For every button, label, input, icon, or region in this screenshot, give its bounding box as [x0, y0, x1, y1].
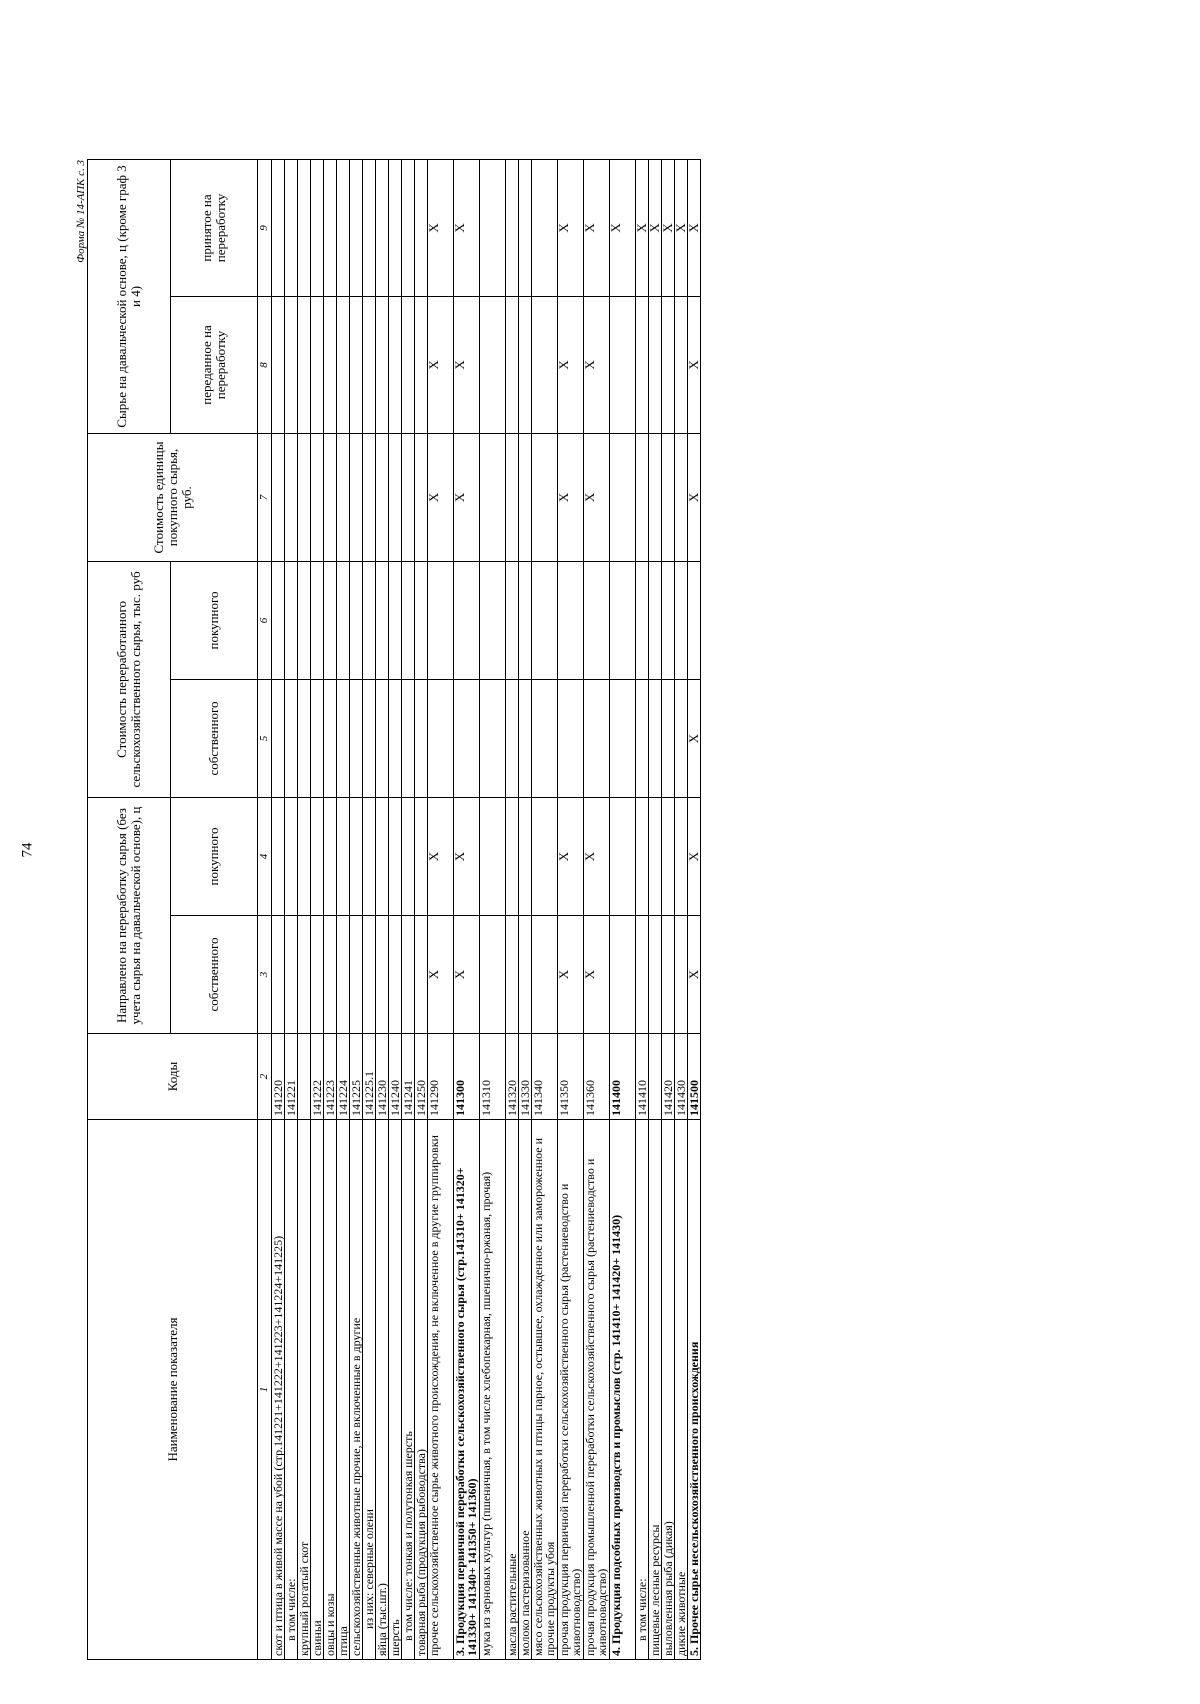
- row-cell: [350, 916, 363, 1034]
- table-row: [610, 159, 636, 1659]
- row-cell: [402, 296, 415, 433]
- row-cell: [272, 561, 285, 679]
- row-cell: [610, 296, 636, 433]
- column-number: 2: [258, 1034, 272, 1120]
- row-cell: [480, 433, 506, 561]
- row-name: выловленная рыба (дикая): [662, 1120, 675, 1660]
- row-code: 141360: [584, 1034, 610, 1120]
- row-name: в том числе:: [285, 1120, 298, 1660]
- row-cell: [649, 797, 662, 915]
- rotated-form: [75, 160, 1125, 1660]
- table-body: [258, 159, 701, 1659]
- row-cell: [610, 561, 636, 679]
- row-cell: [415, 679, 428, 797]
- header-purchased: покупного: [171, 797, 258, 915]
- row-cell: [662, 296, 675, 433]
- table-row: [363, 159, 376, 1659]
- row-cell: [506, 296, 519, 433]
- row-name: в том числе:: [636, 1120, 649, 1660]
- row-cell: [532, 433, 558, 561]
- row-name: в том числе: тонкая и полутонкая шерсть: [402, 1120, 415, 1660]
- row-name: товарная рыба (продукция рыбоводства): [415, 1120, 428, 1660]
- row-cell: [389, 159, 402, 296]
- row-cell: X: [558, 797, 584, 915]
- row-cell: [649, 296, 662, 433]
- row-cell: [337, 561, 350, 679]
- row-cell: [636, 296, 649, 433]
- row-code: 141300: [454, 1034, 480, 1120]
- table-row: [480, 159, 506, 1659]
- row-cell: [610, 679, 636, 797]
- row-code: 141240: [389, 1034, 402, 1120]
- table-row: [688, 159, 701, 1659]
- column-number: 4: [258, 797, 272, 915]
- row-cell: [311, 159, 324, 296]
- row-cell: [662, 916, 675, 1034]
- row-code: 141221: [285, 1034, 298, 1120]
- row-code: 141430: [675, 1034, 688, 1120]
- row-cell: [272, 916, 285, 1034]
- row-cell: X: [428, 433, 454, 561]
- row-cell: [675, 561, 688, 679]
- row-code: 141340: [532, 1034, 558, 1120]
- row-cell: [506, 561, 519, 679]
- row-cell: [662, 797, 675, 915]
- row-cell: [532, 561, 558, 679]
- row-cell: [311, 296, 324, 433]
- row-cell: [311, 561, 324, 679]
- table-row: [454, 159, 480, 1659]
- row-cell: [584, 679, 610, 797]
- row-cell: [402, 159, 415, 296]
- row-name: птица: [337, 1120, 350, 1660]
- row-name: сельскохозяйственные животные прочие, не включенные в другие: [350, 1120, 363, 1660]
- row-cell: [636, 916, 649, 1034]
- row-cell: [350, 797, 363, 915]
- row-cell: [324, 679, 337, 797]
- row-cell: [389, 679, 402, 797]
- row-cell: [376, 797, 389, 915]
- row-cell: X: [584, 433, 610, 561]
- row-code: 141290: [428, 1034, 454, 1120]
- row-cell: X: [610, 159, 636, 296]
- header-accepted: принятое на переработку: [171, 159, 258, 296]
- table-row: [675, 159, 688, 1659]
- row-cell: [519, 159, 532, 296]
- row-cell: [402, 797, 415, 915]
- row-cell: X: [428, 916, 454, 1034]
- column-number: 5: [258, 679, 272, 797]
- row-cell: [272, 159, 285, 296]
- row-cell: [506, 159, 519, 296]
- row-code: 141310: [480, 1034, 506, 1120]
- row-cell: [506, 679, 519, 797]
- row-cell: X: [662, 159, 675, 296]
- row-cell: [519, 433, 532, 561]
- row-cell: [363, 561, 376, 679]
- header-tolling: Сырье на давальческой основе, ц (кроме граф 3 и 4): [88, 159, 171, 433]
- row-cell: [480, 797, 506, 915]
- row-cell: [480, 296, 506, 433]
- row-name: 5. Прочее сырье несельскохозяйственного происхождения: [688, 1120, 701, 1660]
- row-cell: [298, 797, 311, 915]
- row-cell: [272, 296, 285, 433]
- row-cell: [363, 159, 376, 296]
- row-code: 141400: [610, 1034, 636, 1120]
- column-number: 7: [258, 433, 272, 561]
- row-cell: [610, 916, 636, 1034]
- table-row: [376, 159, 389, 1659]
- row-cell: [532, 916, 558, 1034]
- row-cell: X: [428, 797, 454, 915]
- row-code: 141350: [558, 1034, 584, 1120]
- row-name: молоко пастеризованное: [519, 1120, 532, 1660]
- row-name: скот и птица в живой массе на убой (стр.141221+141222+141223+141224+141225): [272, 1120, 285, 1660]
- row-cell: [506, 433, 519, 561]
- row-cell: [337, 679, 350, 797]
- row-name: мука из зерновых культур (пшеничная, в том числе хлебопекарная, пшенично-ржаная, прочая): [480, 1120, 506, 1660]
- row-cell: [428, 679, 454, 797]
- row-cell: [519, 679, 532, 797]
- table-row: [285, 159, 298, 1659]
- row-cell: [285, 797, 298, 915]
- row-name: из них: северные олени: [363, 1120, 376, 1660]
- row-cell: [519, 561, 532, 679]
- report-table: [87, 159, 701, 1660]
- table-row: [389, 159, 402, 1659]
- row-cell: [389, 561, 402, 679]
- row-name: овцы и козы: [324, 1120, 337, 1660]
- row-cell: [480, 679, 506, 797]
- column-number: 6: [258, 561, 272, 679]
- row-cell: [285, 159, 298, 296]
- header-transferred: переданное на переработку: [171, 296, 258, 433]
- table-row: [298, 159, 311, 1659]
- row-name: мясо сельскохозяйственных животных и птицы парное, остывшее, охлажденное или замороженное и прочие продукты убоя: [532, 1120, 558, 1660]
- row-cell: [376, 561, 389, 679]
- row-name: 3. Продукция первичной переработки сельскохозяйственного сырья (стр.141310+ 141320+ 141330+ 141340+ 141350+ 141360): [454, 1120, 480, 1660]
- row-name: прочая продукция промышленной переработки сельскохозяйственного сырья (растениеводство и животноводство): [584, 1120, 610, 1660]
- column-number: 9: [258, 159, 272, 296]
- row-cell: [324, 797, 337, 915]
- row-cell: [662, 561, 675, 679]
- row-cell: [558, 561, 584, 679]
- row-cell: [363, 433, 376, 561]
- row-code: 141500: [688, 1034, 701, 1120]
- header-unit-cost: Стоимость единицы покупного сырья, руб.: [88, 433, 258, 561]
- row-cell: X: [584, 159, 610, 296]
- row-cell: [636, 561, 649, 679]
- row-cell: [350, 561, 363, 679]
- row-cell: X: [428, 159, 454, 296]
- row-name: яйца (тыс.шт.): [376, 1120, 389, 1660]
- row-code: 141224: [337, 1034, 350, 1120]
- row-cell: [454, 561, 480, 679]
- column-number: 1: [258, 1120, 272, 1660]
- row-cell: X: [636, 159, 649, 296]
- row-cell: [610, 797, 636, 915]
- table-row: [402, 159, 415, 1659]
- row-cell: [324, 296, 337, 433]
- row-cell: [480, 916, 506, 1034]
- row-cell: X: [558, 433, 584, 561]
- row-cell: [311, 679, 324, 797]
- header-name: Наименование показателя: [88, 1120, 258, 1660]
- table-row: [519, 159, 532, 1659]
- header-codes: Коды: [88, 1034, 258, 1120]
- row-code: 141222: [311, 1034, 324, 1120]
- row-cell: X: [558, 296, 584, 433]
- header-cost-processed: Стоимость переработанного сельскохозяйственного сырья, тыс. руб: [88, 561, 171, 797]
- row-cell: [337, 433, 350, 561]
- row-cell: [636, 679, 649, 797]
- row-cell: [532, 159, 558, 296]
- row-cell: X: [558, 159, 584, 296]
- row-cell: [350, 296, 363, 433]
- row-cell: X: [454, 916, 480, 1034]
- row-cell: [324, 916, 337, 1034]
- row-cell: [298, 561, 311, 679]
- form-id: Форма № 14-АПК с. 3: [75, 160, 87, 263]
- row-cell: [480, 159, 506, 296]
- row-cell: X: [454, 433, 480, 561]
- row-code: 141241: [402, 1034, 415, 1120]
- row-cell: [558, 679, 584, 797]
- row-cell: X: [688, 159, 701, 296]
- table-row: [649, 159, 662, 1659]
- row-cell: [337, 159, 350, 296]
- table-row: [350, 159, 363, 1659]
- row-cell: [350, 433, 363, 561]
- row-cell: [272, 433, 285, 561]
- row-name: шерсть: [389, 1120, 402, 1660]
- table-row: [415, 159, 428, 1659]
- row-code: 141250: [415, 1034, 428, 1120]
- row-cell: [363, 296, 376, 433]
- row-name: прочая продукция первичной переработки сельскохозяйственного сырья (растениеводство и животноводство): [558, 1120, 584, 1660]
- row-cell: [519, 296, 532, 433]
- row-cell: [389, 433, 402, 561]
- row-cell: [402, 679, 415, 797]
- row-cell: [389, 916, 402, 1034]
- row-cell: [363, 679, 376, 797]
- row-cell: X: [688, 797, 701, 915]
- row-cell: [363, 797, 376, 915]
- header-own: собственного: [171, 916, 258, 1034]
- row-cell: [662, 679, 675, 797]
- row-code: 141410: [636, 1034, 649, 1120]
- column-number-row: [258, 159, 272, 1659]
- row-cell: [363, 916, 376, 1034]
- row-code: [298, 1034, 311, 1120]
- row-cell: [272, 797, 285, 915]
- table-row: [337, 159, 350, 1659]
- row-cell: [376, 433, 389, 561]
- row-cell: X: [688, 916, 701, 1034]
- row-cell: X: [454, 797, 480, 915]
- row-cell: [402, 916, 415, 1034]
- row-cell: [337, 916, 350, 1034]
- header-purchased-cost: покупного: [171, 561, 258, 679]
- row-code: 141225.1: [363, 1034, 376, 1120]
- row-cell: [298, 679, 311, 797]
- row-cell: X: [688, 296, 701, 433]
- row-cell: [298, 433, 311, 561]
- table-row: [272, 159, 285, 1659]
- header-sent: Направлено на переработку сырья (без учета сырья на давальческой основе), ц: [88, 797, 171, 1033]
- row-cell: [311, 433, 324, 561]
- table-row: [636, 159, 649, 1659]
- row-cell: [376, 916, 389, 1034]
- row-cell: [532, 679, 558, 797]
- row-cell: [389, 296, 402, 433]
- row-cell: [519, 797, 532, 915]
- table-row: [558, 159, 584, 1659]
- row-code: 141330: [519, 1034, 532, 1120]
- column-number: 8: [258, 296, 272, 433]
- row-cell: X: [454, 159, 480, 296]
- row-cell: [337, 797, 350, 915]
- row-cell: X: [454, 296, 480, 433]
- row-name: свиньи: [311, 1120, 324, 1660]
- row-cell: [324, 433, 337, 561]
- row-cell: [402, 433, 415, 561]
- row-cell: X: [558, 916, 584, 1034]
- row-cell: [350, 159, 363, 296]
- row-cell: [376, 159, 389, 296]
- row-cell: [285, 433, 298, 561]
- row-code: 141320: [506, 1034, 519, 1120]
- row-cell: X: [675, 159, 688, 296]
- row-name: пищевые лесные ресурсы: [649, 1120, 662, 1660]
- row-cell: [584, 561, 610, 679]
- row-cell: [532, 797, 558, 915]
- row-cell: [610, 433, 636, 561]
- row-cell: [324, 159, 337, 296]
- row-cell: [298, 296, 311, 433]
- row-cell: [376, 679, 389, 797]
- row-cell: [298, 916, 311, 1034]
- table-row: [584, 159, 610, 1659]
- row-cell: [402, 561, 415, 679]
- row-cell: [272, 679, 285, 797]
- row-name: масла растительные: [506, 1120, 519, 1660]
- row-cell: [285, 916, 298, 1034]
- row-name: крупный рогатый скот: [298, 1120, 311, 1660]
- row-cell: [350, 679, 363, 797]
- row-cell: [649, 433, 662, 561]
- row-cell: X: [428, 296, 454, 433]
- row-cell: [506, 797, 519, 915]
- row-code: [649, 1034, 662, 1120]
- row-name: дикие животные: [675, 1120, 688, 1660]
- row-code: 141223: [324, 1034, 337, 1120]
- column-number: 3: [258, 916, 272, 1034]
- row-cell: [506, 916, 519, 1034]
- table-row: [428, 159, 454, 1659]
- row-cell: X: [688, 679, 701, 797]
- row-cell: [285, 679, 298, 797]
- row-cell: X: [584, 916, 610, 1034]
- row-cell: [649, 916, 662, 1034]
- row-cell: [324, 561, 337, 679]
- row-cell: [311, 797, 324, 915]
- row-cell: [519, 916, 532, 1034]
- row-cell: X: [584, 797, 610, 915]
- row-cell: X: [649, 159, 662, 296]
- row-cell: [636, 797, 649, 915]
- row-cell: [376, 296, 389, 433]
- row-cell: [285, 296, 298, 433]
- row-code: 141420: [662, 1034, 675, 1120]
- row-cell: [649, 679, 662, 797]
- table-row: [662, 159, 675, 1659]
- table-row: [311, 159, 324, 1659]
- row-cell: [415, 561, 428, 679]
- row-cell: [285, 561, 298, 679]
- row-cell: [337, 296, 350, 433]
- row-code: 141230: [376, 1034, 389, 1120]
- row-cell: X: [688, 433, 701, 561]
- row-name: прочее сельскохозяйственное сырье животного происхождения, не включенное в другие группировки: [428, 1120, 454, 1660]
- page-number: 74: [19, 842, 36, 858]
- table-row: [532, 159, 558, 1659]
- row-cell: [480, 561, 506, 679]
- row-cell: [532, 296, 558, 433]
- row-cell: [662, 433, 675, 561]
- row-cell: [298, 159, 311, 296]
- row-cell: [389, 797, 402, 915]
- row-cell: [311, 916, 324, 1034]
- row-cell: [688, 561, 701, 679]
- row-code: 141225: [350, 1034, 363, 1120]
- table-row: [324, 159, 337, 1659]
- row-cell: X: [584, 296, 610, 433]
- row-cell: [636, 433, 649, 561]
- row-cell: [454, 679, 480, 797]
- row-name: 4. Продукция подсобных производств и промыслов (стр. 141410+ 141420+ 141430): [610, 1120, 636, 1660]
- row-cell: [428, 561, 454, 679]
- table-row: [506, 159, 519, 1659]
- row-cell: [649, 561, 662, 679]
- row-code: 141220: [272, 1034, 285, 1120]
- header-own-cost: собственного: [171, 679, 258, 797]
